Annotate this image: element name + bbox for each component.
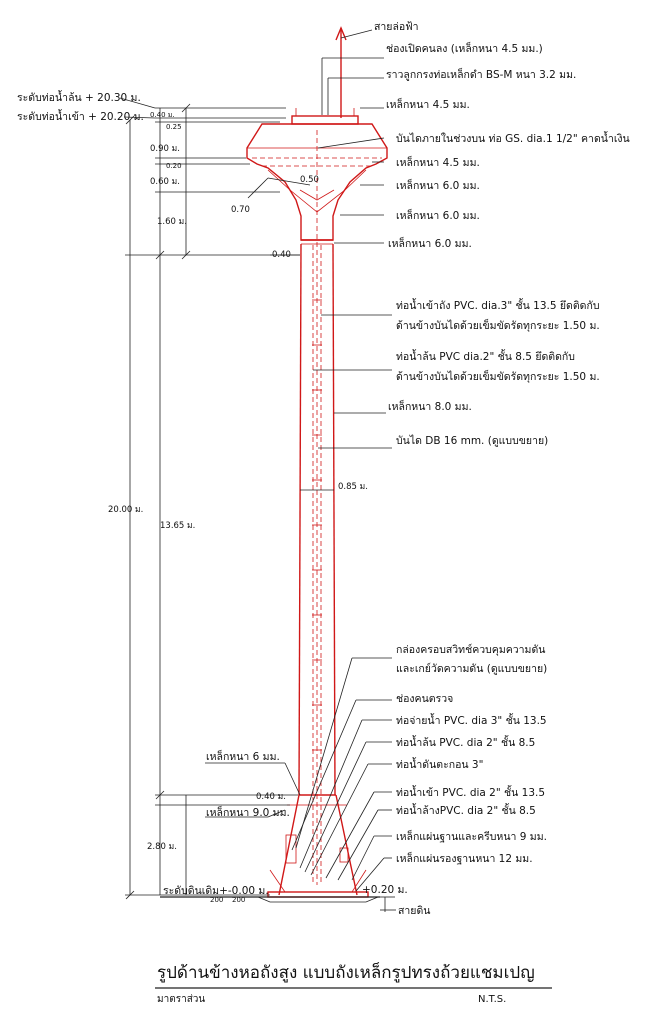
top-hatch xyxy=(292,116,358,124)
callout-overflow-pipe-1: ท่อน้ำล้น PVC dia.2" ชั้น 8.5 ยึดติดกับ xyxy=(396,351,575,363)
callout-pressure-box-1: กล่องครอบสวิทช์ควบคุมความดัน xyxy=(396,644,546,656)
dim-0.50: 0.50 xyxy=(300,175,319,185)
shaft-left-edge xyxy=(299,244,301,795)
callout-overflow-pipe-base: ท่อน้ำล้น PVC. dia 2" ชั้น 8.5 xyxy=(396,737,536,749)
callout-cone-6.0: เหล็กหนา 6.0 มม. xyxy=(396,210,480,222)
callout-roof-thickness: เหล็กหนา 4.5 มม. xyxy=(386,99,470,111)
callout-wash-pipe: ท่อน้ำล้างPVC. dia 2" ชั้น 8.5 xyxy=(396,805,536,817)
callout-bottom-6.0: เหล็กหนา 6.0 มม. xyxy=(396,180,480,192)
ground-level-label: ระดับดินเดิม+-0.00 ม. xyxy=(163,885,269,897)
callout-sediment-pipe: ท่อน้ำดันตะกอน 3" xyxy=(396,759,484,771)
dim-13.65: 13.65 ม. xyxy=(160,521,196,531)
callout-base-plate-fins: เหล็กแผ่นฐานและครีบหนา 9 มม. xyxy=(396,831,547,843)
callout-shaft-8.0: เหล็กหนา 8.0 มม. xyxy=(388,401,472,413)
callout-ladder-db16: บันได DB 16 mm. (ดูแบบขยาย) xyxy=(396,435,549,447)
callout-overflow-pipe-2: ด้านข้างบันไดด้วยเข็มขัดรัดทุกระยะ 1.50 ม. xyxy=(396,371,600,383)
scale-value: N.T.S. xyxy=(478,994,507,1005)
dim-0.60: 0.60 ม. xyxy=(150,177,180,187)
plus-0.20-label: +0.20 ม. xyxy=(362,884,408,896)
dim-0.90: 0.90 ม. xyxy=(150,144,180,154)
overflow-level-label: ระดับท่อน้ำล้น + 20.30 ม. xyxy=(17,92,141,104)
svg-text:200: 200 xyxy=(210,896,224,904)
callout-inlet-pipe-2: ด้านข้างบันไดด้วยเข็มขัดรัดทุกระยะ 1.50 ม. xyxy=(396,320,600,332)
base-plate xyxy=(268,892,368,897)
callout-inspection-hatch: ช่องคนตรวจ xyxy=(396,693,454,705)
dim-0.40-neck: 0.40 xyxy=(272,250,291,260)
dim-0.40: 0.40 ม. xyxy=(150,111,175,119)
callout-upper-ladder: บันไดภายในช่วงบน ท่อ GS. dia.1 1/2" คาดน้ำเงิน xyxy=(396,133,630,145)
dim-0.25: 0.25 xyxy=(166,123,182,131)
dim-1.60: 1.60 ม. xyxy=(157,217,187,227)
drawing-title: รูปด้านข้างหอถังสูง แบบถังเหล็กรูปทรงถ้วยแชมเปญ xyxy=(157,963,535,983)
callout-inlet-pipe-base: ท่อน้ำเข้า PVC. dia 2" ชั้น 13.5 xyxy=(396,787,546,799)
callout-base-6mm: เหล็กหนา 6 มม. xyxy=(206,751,280,763)
callout-wall-4.5: เหล็กหนา 4.5 มม. xyxy=(396,157,480,169)
dim-0.70: 0.70 xyxy=(231,205,250,215)
shaft-right-edge xyxy=(333,244,335,795)
callout-bearing-plate: เหล็กแผ่นรองฐานหนา 12 มม. xyxy=(396,853,533,865)
soil-label: สายดิน xyxy=(398,905,431,917)
inlet-level-label: ระดับท่อน้ำเข้า + 20.20 ม. xyxy=(17,111,144,123)
callout-inlet-pipe-1: ท่อน้ำเข้าถัง PVC. dia.3" ชั้น 13.5 ยึดติดกับ xyxy=(396,300,600,312)
dim-0.85: 0.85 ม. xyxy=(338,482,368,492)
callout-pressure-box-2: และเกย์วัดความดัน (ดูแบบขยาย) xyxy=(396,663,548,675)
dim-2.80: 2.80 ม. xyxy=(147,842,177,852)
dim-20.00: 20.00 ม. xyxy=(108,505,144,515)
dimension-chain xyxy=(125,104,300,899)
callout-supply-pipe: ท่อจ่ายน้ำ PVC. dia 3" ชั้น 13.5 xyxy=(396,715,547,727)
callout-lightning-rod: สายล่อฟ้า xyxy=(374,21,419,33)
water-tower xyxy=(247,28,387,897)
scale-label: มาตราส่วน xyxy=(157,994,206,1005)
callout-top-hatch: ช่องเปิดคนลง (เหล็กหนา 4.5 มม.) xyxy=(386,43,543,55)
callout-base-9mm: เหล็กหนา 9.0 มม. xyxy=(206,807,290,819)
dim-0.20: 0.20 xyxy=(166,162,182,170)
dim-0.40-base: 0.40 ม. xyxy=(256,792,286,802)
callout-railing: ราวลูกกรงท่อเหล็กดำ BS-M หนา 3.2 มม. xyxy=(386,69,577,81)
callout-neck-6.0: เหล็กหนา 6.0 มม. xyxy=(388,238,472,250)
svg-text:200: 200 xyxy=(232,896,246,904)
